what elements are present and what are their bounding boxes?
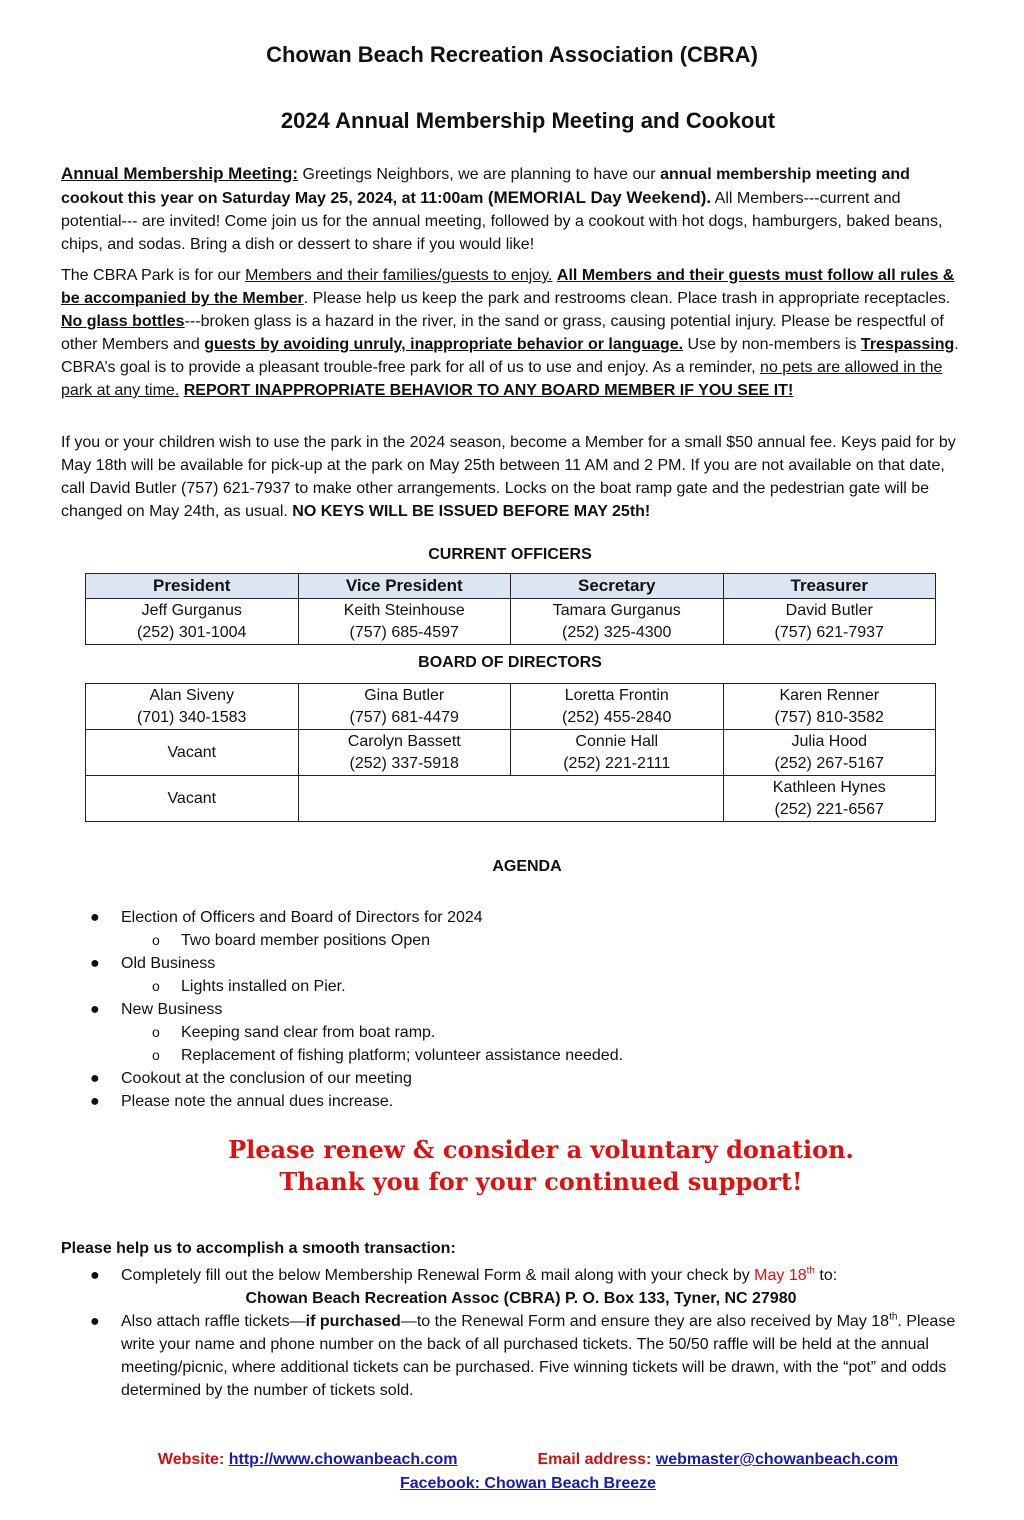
list-item: ● Please note the annual dues increase.	[90, 1090, 890, 1113]
facebook-link[interactable]: Facebook: Chowan Beach Breeze	[399, 1475, 657, 1492]
board-table	[85, 683, 936, 822]
board-cell: Kathleen Hynes (252) 221-6567	[723, 776, 936, 822]
officers-col-header: Vice President	[298, 574, 511, 599]
officers-col-header: Secretary	[511, 574, 724, 599]
rules-paragraph: The CBRA Park is for our Members and their families/guests to enjoy. All Members and their guests must follow all rules & be accompanied by the Member. Please help us keep the park and restrooms clean. Place trash in appropriate receptacles. No glass bottles---broken glass is a hazard in the river, in the sand or grass, causing potential injury. Please be respectful of other Members and guests by avoiding unruly, inappropriate behavior or language. Use by non-members is Trespassing. CBRA’s goal is to provide a pleasant trouble-free park for all of us to use and enjoy. As a reminder, no pets are allowed in the park at any time. REPORT INAPPROPRIATE BEHAVIOR TO ANY BOARD MEMBER IF YOU SEE IT!	[61, 267, 959, 399]
list-item: ● New Business	[90, 998, 890, 1021]
list-item: ● Election of Officers and Board of Directors for 2024	[90, 906, 890, 929]
sub-bullet-icon: o	[152, 1024, 160, 1040]
board-heading: BOARD OF DIRECTORS	[418, 654, 602, 671]
email-label: Email address:	[537, 1451, 656, 1468]
board-cell: Julia Hood (252) 267-5167	[723, 730, 936, 776]
table-row	[86, 684, 936, 730]
list-item: o Keeping sand clear from boat ramp.	[90, 1021, 890, 1044]
table-row	[86, 776, 936, 822]
appeal-line-1: Please renew & consider a voluntary donation.	[228, 1135, 854, 1164]
bullet-icon: ●	[90, 1093, 100, 1110]
officer-cell: Tamara Gurganus (252) 325-4300	[511, 599, 724, 645]
bullet-icon: ●	[90, 1070, 100, 1087]
agenda-heading: AGENDA	[492, 858, 562, 875]
board-cell: Alan Siveny (701) 340-1583	[86, 684, 299, 730]
website-link[interactable]: http://www.chowanbeach.com	[228, 1451, 458, 1468]
list-item: ● Also attach raffle tickets—if purchased—to the Renewal Form and ensure they are also received by May 18th. Please write your name and phone number on the back of all purchased tickets. The 50/50 raffle will be held at the annual meeting/picnic, where additional tickets can be purchased. Five winning tickets will be drawn, with the “pot” and odds determined by the number of tickets sold.	[90, 1311, 956, 1399]
board-cell: Gina Butler (757) 681-4479	[298, 684, 511, 730]
officers-col-header: Treasurer	[723, 574, 936, 599]
keys-paragraph: If you or your children wish to use the park in the 2024 season, become a Member for a small $50 annual fee. Keys paid for by May 18th will be available for pick-up at the park on May 25th between 11 AM and 2 PM. If you are not available on that date, call David Butler (757) 621-7937 to make other arrangements. Locks on the boat ramp gate and the pedestrian gate will be changed on May 24th, as usual. NO KEYS WILL BE ISSUED BEFORE MAY 25th!	[61, 434, 956, 520]
list-item: o Lights installed on Pier.	[90, 975, 890, 998]
board-cell: Connie Hall (252) 221-2111	[511, 730, 724, 776]
mailing-address: Chowan Beach Recreation Assoc (CBRA) P. O. Box 133, Tyner, NC 27980	[245, 1290, 797, 1307]
agenda-list	[90, 906, 890, 1113]
list-item: ● Completely fill out the below Membership Renewal Form & mail along with your check by May 18th to: Chowan Beach Recreation Assoc (CBRA) P. O. Box 133, Tyner, NC 27980	[90, 1264, 970, 1312]
org-title: Chowan Beach Recreation Association (CBRA)	[266, 42, 758, 67]
appeal-line-2: Thank you for your continued support!	[279, 1167, 803, 1196]
board-cell: Vacant	[86, 730, 299, 776]
board-cell: Carolyn Bassett (252) 337-5918	[298, 730, 511, 776]
transaction-heading: Please help us to accomplish a smooth transaction:	[61, 1240, 456, 1257]
bullet-icon: ●	[90, 955, 100, 972]
website-label: Website:	[157, 1451, 229, 1468]
board-cell: Vacant	[86, 776, 299, 822]
list-item: ● Cookout at the conclusion of our meeting	[90, 1067, 890, 1090]
board-cell-empty	[298, 776, 723, 822]
bullet-icon: ●	[90, 1001, 100, 1018]
intro-heading: Annual Membership Meeting:	[61, 164, 299, 183]
officer-cell: Jeff Gurganus (252) 301-1004	[86, 599, 299, 645]
table-row	[86, 599, 936, 645]
officers-col-header: President	[86, 574, 299, 599]
bullet-icon: ●	[90, 909, 100, 926]
officer-cell: David Butler (757) 621-7937	[723, 599, 936, 645]
list-item: o Two board member positions Open	[90, 929, 890, 952]
email-link[interactable]: webmaster@chowanbeach.com	[655, 1451, 899, 1468]
bullet-icon: ●	[90, 1267, 100, 1284]
footer-contacts	[0, 1451, 1024, 1469]
sub-bullet-icon: o	[152, 978, 160, 994]
footer-facebook	[0, 1475, 1024, 1493]
officer-cell: Keith Steinhouse (757) 685-4597	[298, 599, 511, 645]
board-cell: Loretta Frontin (252) 455-2840	[511, 684, 724, 730]
intro-paragraph: Annual Membership Meeting: Greetings Neighbors, we are planning to have our annual membership meeting and cookout this year on Saturday May 25, 2024, at 11:00am (MEMORIAL Day Weekend). All Members---current and potential--- are invited! Come join us for the annual meeting, followed by a cookout with hot dogs, hamburgers, baked beans, chips, and sodas. Bring a dish or dessert to share if you would like!	[61, 164, 943, 253]
meeting-title: 2024 Annual Membership Meeting and Cookout	[280, 108, 776, 133]
sub-bullet-icon: o	[152, 932, 160, 948]
list-item: ● Old Business	[90, 952, 890, 975]
table-row	[86, 730, 936, 776]
list-item: o Replacement of fishing platform; volunteer assistance needed.	[90, 1044, 890, 1067]
bullet-icon: ●	[90, 1313, 100, 1330]
sub-bullet-icon: o	[152, 1047, 160, 1063]
officers-table	[85, 573, 936, 645]
board-cell: Karen Renner (757) 810-3582	[723, 684, 936, 730]
officers-heading: CURRENT OFFICERS	[428, 546, 592, 563]
